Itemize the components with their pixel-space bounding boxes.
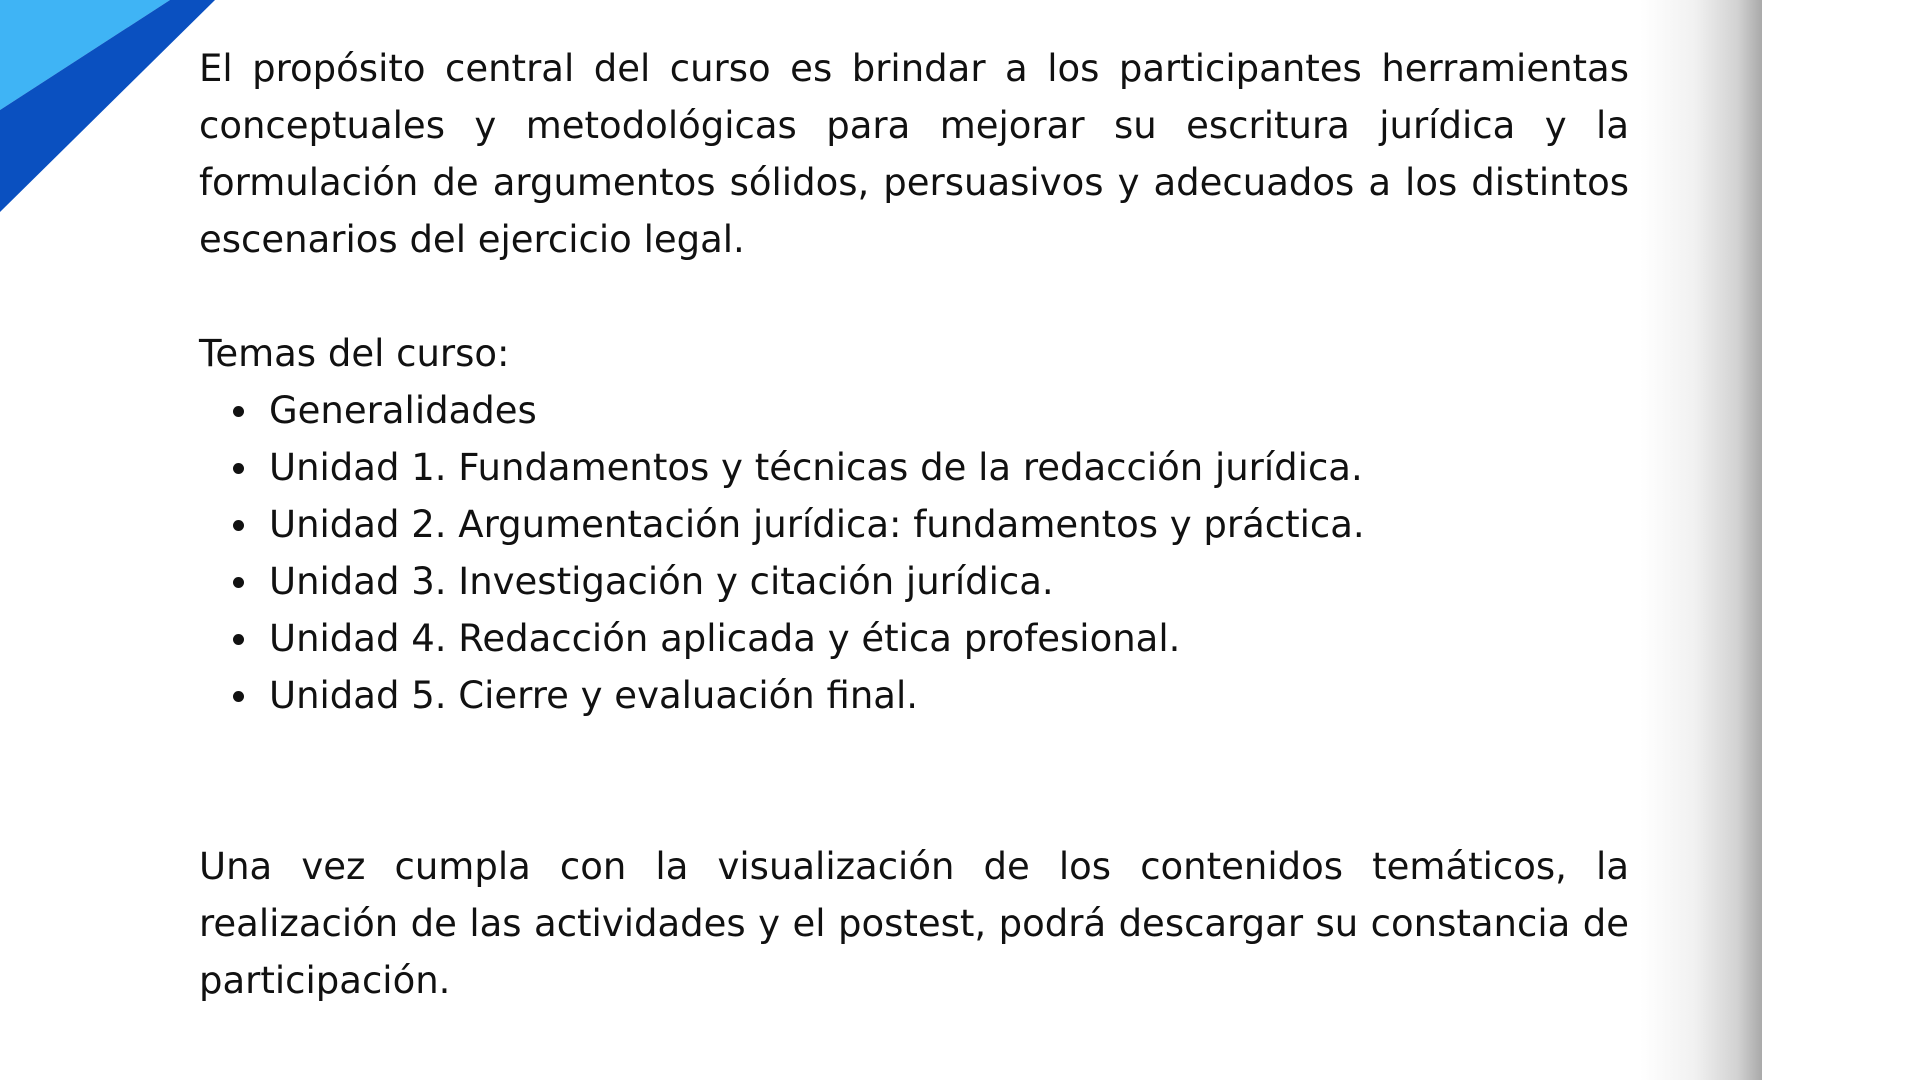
list-item-text: Unidad 4. Redacción aplicada y ética profesional. (269, 617, 1181, 660)
topics-list (199, 382, 1629, 724)
list-item-text: Generalidades (269, 389, 537, 432)
list-item (229, 610, 1629, 667)
document-body (199, 40, 1629, 1009)
list-item-text: Unidad 3. Investigación y citación jurídica. (269, 560, 1054, 603)
page-margin (1762, 0, 1920, 1080)
bullet-icon (233, 520, 244, 531)
bullet-icon (233, 577, 244, 588)
list-item (229, 553, 1629, 610)
list-item (229, 439, 1629, 496)
page-edge-shadow (1640, 0, 1762, 1080)
intro-paragraph: El propósito central del curso es brindar a los participantes herramientas conceptuales y metodológicas para mejorar su escritura jurídica y la formulación de argumentos sólidos, persuasivos y adecuados a los distintos escenarios del ejercicio legal. (199, 47, 1629, 261)
list-item (229, 667, 1629, 724)
bullet-icon (233, 406, 244, 417)
list-item-text: Unidad 2. Argumentación jurídica: fundamentos y práctica. (269, 503, 1365, 546)
topics-heading: Temas del curso: (199, 332, 510, 375)
closing-paragraph: Una vez cumpla con la visualización de los contenidos temáticos, la realización de las actividades y el postest, podrá descargar su constancia de participación. (199, 845, 1629, 1002)
list-item-text: Unidad 5. Cierre y evaluación final. (269, 674, 918, 717)
list-item (229, 382, 1629, 439)
bullet-icon (233, 634, 244, 645)
list-item (229, 496, 1629, 553)
bullet-icon (233, 691, 244, 702)
list-item-text: Unidad 1. Fundamentos y técnicas de la redacción jurídica. (269, 446, 1363, 489)
bullet-icon (233, 463, 244, 474)
